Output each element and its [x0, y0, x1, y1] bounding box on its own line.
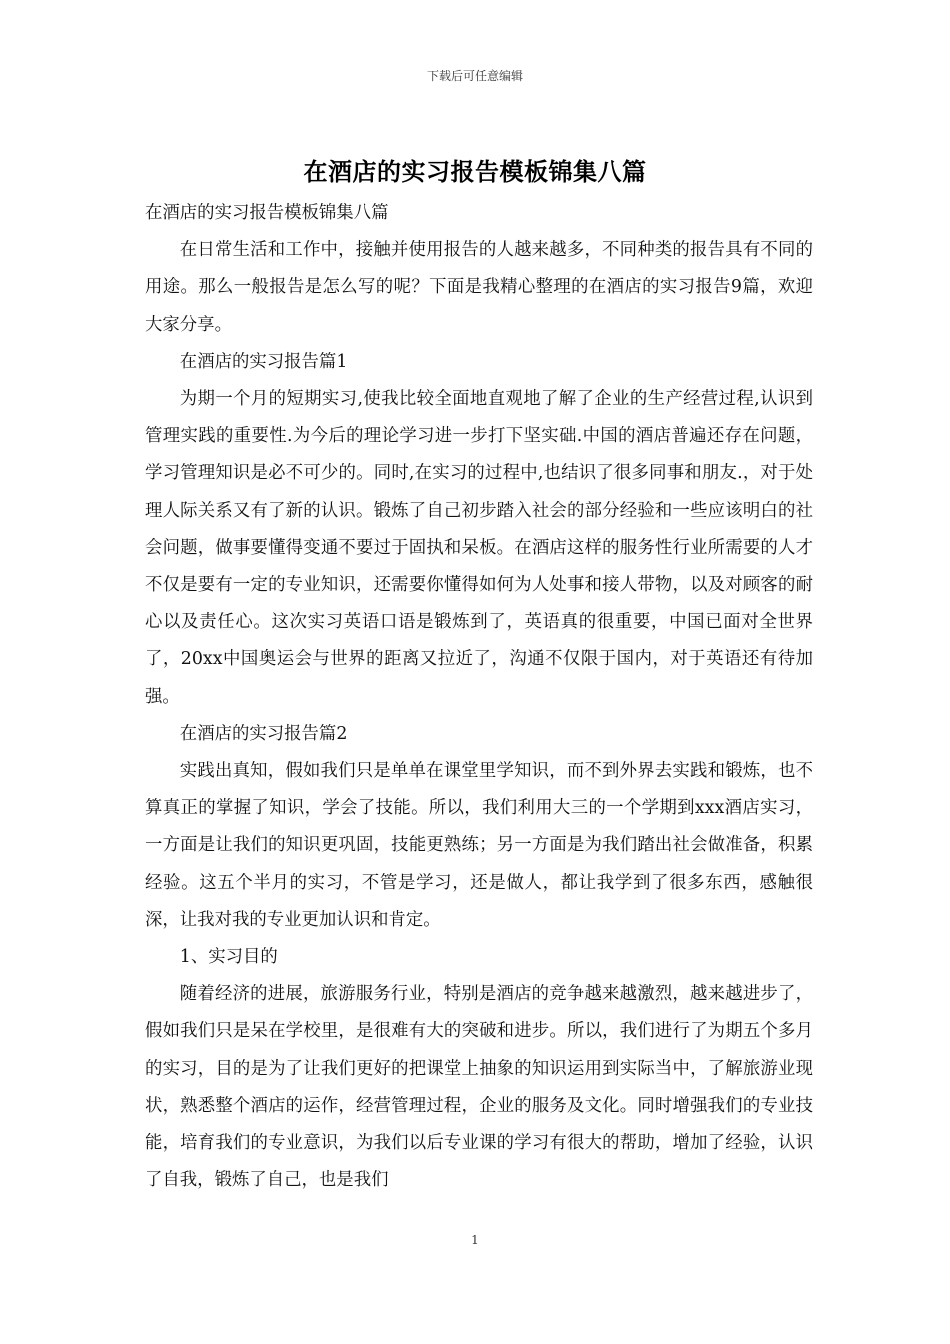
subtitle-paragraph: 在酒店的实习报告模板锦集八篇: [145, 203, 389, 223]
body-paragraph: 实践出真知，假如我们只是单单在课堂里学知识，而不到外界去实践和锻炼，也不算真正的掌握了知识，学会了技能。所以，我们利用大三的一个学期到xxx酒店实习，一方面是让我们的知识更巩固，技能更熟练；另一方面是为我们踏出社会做准备，积累经验。这五个半月的实习，不管是学习，还是做人，都让我学到了很多东西，感触很深，让我对我的专业更加认识和肯定。: [145, 761, 813, 930]
body-paragraph: 为期一个月的短期实习,使我比较全面地直观地了解了企业的生产经营过程,认识到管理实践的重要性.为今后的理论学习进一步打下坚实础.中国的酒店普遍还存在问题，学习管理知识是必不可少的。同时,在实习的过程中,也结识了很多同事和朋友.，对于处理人际关系又有了新的认识。锻炼了自己初步踏入社会的部分经验和一些应该明白的社会问题，做事要懂得变通不要过于固执和呆板。在酒店这样的服务性行业所需要的人才不仅是要有一定的专业知识，还需要你懂得如何为人处事和接人带物，以及对顾客的耐心以及责任心。这次实习英语口语是锻炼到了，英语真的很重要，中国已面对全世界了，20xx中国奥运会与世界的距离又拉近了，沟通不仅限于国内，对于英语还有待加强。: [145, 389, 813, 707]
intro-paragraph: 在日常生活和工作中，接触并使用报告的人越来越多，不同种类的报告具有不同的用途。那么一般报告是怎么写的呢？下面是我精心整理的在酒店的实习报告9篇，欢迎大家分享。: [145, 240, 813, 335]
body-paragraph: 随着经济的进展，旅游服务行业，特别是酒店的竞争越来越激烈，越来越进步了，假如我们只是呆在学校里，是很难有大的突破和进步。所以，我们进行了为期五个多月的实习，目的是为了让我们更好的把课堂上抽象的知识运用到实际当中，了解旅游业现状，熟悉整个酒店的运作，经营管理过程，企业的服务及文化。同时增强我们的专业技能，培育我们的专业意识，为我们以后专业课的学习有很大的帮助，增加了经验，认识了自我，锻炼了自己，也是我们: [145, 984, 813, 1191]
header-note: 下载后可任意编辑: [426, 69, 523, 83]
document-title: 在酒店的实习报告模板锦集八篇: [303, 157, 647, 186]
section-heading-1: 在酒店的实习报告篇1: [179, 351, 348, 372]
document-body: [145, 195, 813, 1199]
page-number: 1: [471, 1233, 479, 1247]
section-heading-2: 在酒店的实习报告篇2: [179, 723, 348, 744]
subsection-heading: 1、实习目的: [179, 947, 278, 968]
